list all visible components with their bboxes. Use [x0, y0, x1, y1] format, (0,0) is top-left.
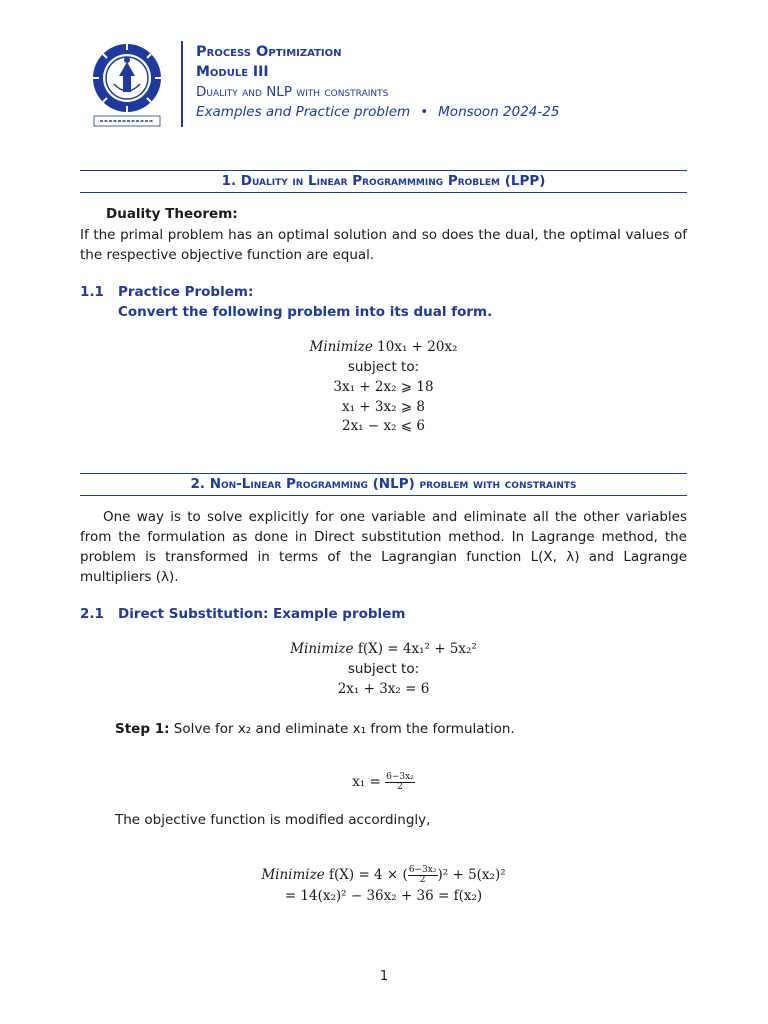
institute-logo — [90, 42, 164, 128]
lpp-constraint-1: 3x₁ + 2x₂ ⩾ 18 — [333, 379, 434, 395]
module-label: Module III — [196, 64, 269, 80]
module-topic: Duality and NLP with constraints — [196, 84, 389, 100]
modified-objective-line-1 — [80, 865, 687, 885]
step-1-text: Solve for x₂ and eliminate x₁ from the formulation. — [173, 721, 515, 737]
modified-expr-part-c: )² + 5(x₂)² — [437, 867, 506, 883]
section-1-heading: 1. Duality in Linear Programmming Problem (LPP) — [80, 170, 687, 193]
x1-fraction-denominator: 2 — [397, 782, 403, 792]
page-number: 1 — [379, 969, 389, 984]
subsection-title: Direct Substitution: Example problem — [118, 606, 406, 622]
modified-minimize-word: Minimize — [261, 867, 325, 883]
nlp-subject-to: subject to: — [347, 661, 420, 677]
header-divider — [181, 41, 183, 127]
lpp-objective-expr: 10x₁ + 20x₂ — [377, 339, 458, 355]
x1-fraction — [385, 773, 415, 792]
subsection-1-1-heading — [80, 284, 253, 300]
lpp-minimize-word: Minimize — [309, 339, 373, 355]
nlp-objective — [80, 639, 687, 659]
modified-objective-text: The objective function is modified accordingly, — [115, 812, 431, 828]
nlp-objective-expr: f(X) = 4x₁² + 5x₂² — [357, 641, 477, 657]
modified-fraction-numerator: 6−3x₂ — [408, 865, 437, 875]
step-1-line — [115, 719, 515, 739]
x1-lhs: x₁ = — [352, 774, 381, 790]
bullet-separator: • — [420, 104, 429, 120]
subsection-number: 1.1 — [80, 284, 104, 300]
subtitle-text: Examples and Practice problem — [196, 104, 411, 120]
modified-fraction-denominator: 2 — [419, 875, 426, 885]
lpp-subject-to: subject to: — [347, 359, 420, 375]
lpp-constraint-2: x₁ + 3x₂ ⩾ 8 — [341, 399, 426, 415]
x1-substitution-equation — [80, 772, 687, 792]
modified-fraction — [408, 866, 438, 885]
modified-objective-line-2: = 14(x₂)² − 36x₂ + 36 = f(x₂) — [284, 888, 483, 904]
nlp-minimize-word: Minimize — [290, 641, 354, 657]
nlp-constraint-1: 2x₁ + 3x₂ = 6 — [337, 681, 430, 697]
header-subtitle — [196, 104, 559, 120]
nlp-intro-text: One way is to solve explicitly for one variable and eliminate all the other variables from the formulation as done in Direct substitution method. In Lagrange method, the problem is transformed in terms of the Lagrangian function L(X, λ) and Lagrange multipliers (λ). — [80, 509, 687, 585]
subsection-title: Practice Problem: — [118, 284, 254, 300]
lpp-objective — [80, 337, 687, 357]
duality-theorem-text: If the primal problem has an optimal solution and so does the dual, the optimal values of the respective objective function are equal. — [80, 227, 687, 263]
subsection-instruction: Convert the following problem into its dual form. — [118, 304, 493, 320]
term-text: Monsoon 2024-25 — [438, 104, 560, 120]
x1-fraction-numerator: 6−3x₂ — [386, 772, 414, 782]
duality-theorem-label: Duality Theorem: — [106, 206, 238, 222]
step-1-label: Step 1: — [115, 721, 170, 737]
lpp-constraint-3: 2x₁ − x₂ ⩽ 6 — [341, 418, 426, 434]
section-2-heading: 2. Non-Linear Programming (NLP) problem with constraints — [80, 473, 687, 496]
subsection-number: 2.1 — [80, 606, 104, 622]
course-title: Process Optimization — [196, 44, 342, 60]
subsection-2-1-heading — [80, 606, 405, 622]
modified-expr-part-a: f(X) = 4 × ( — [329, 867, 408, 883]
